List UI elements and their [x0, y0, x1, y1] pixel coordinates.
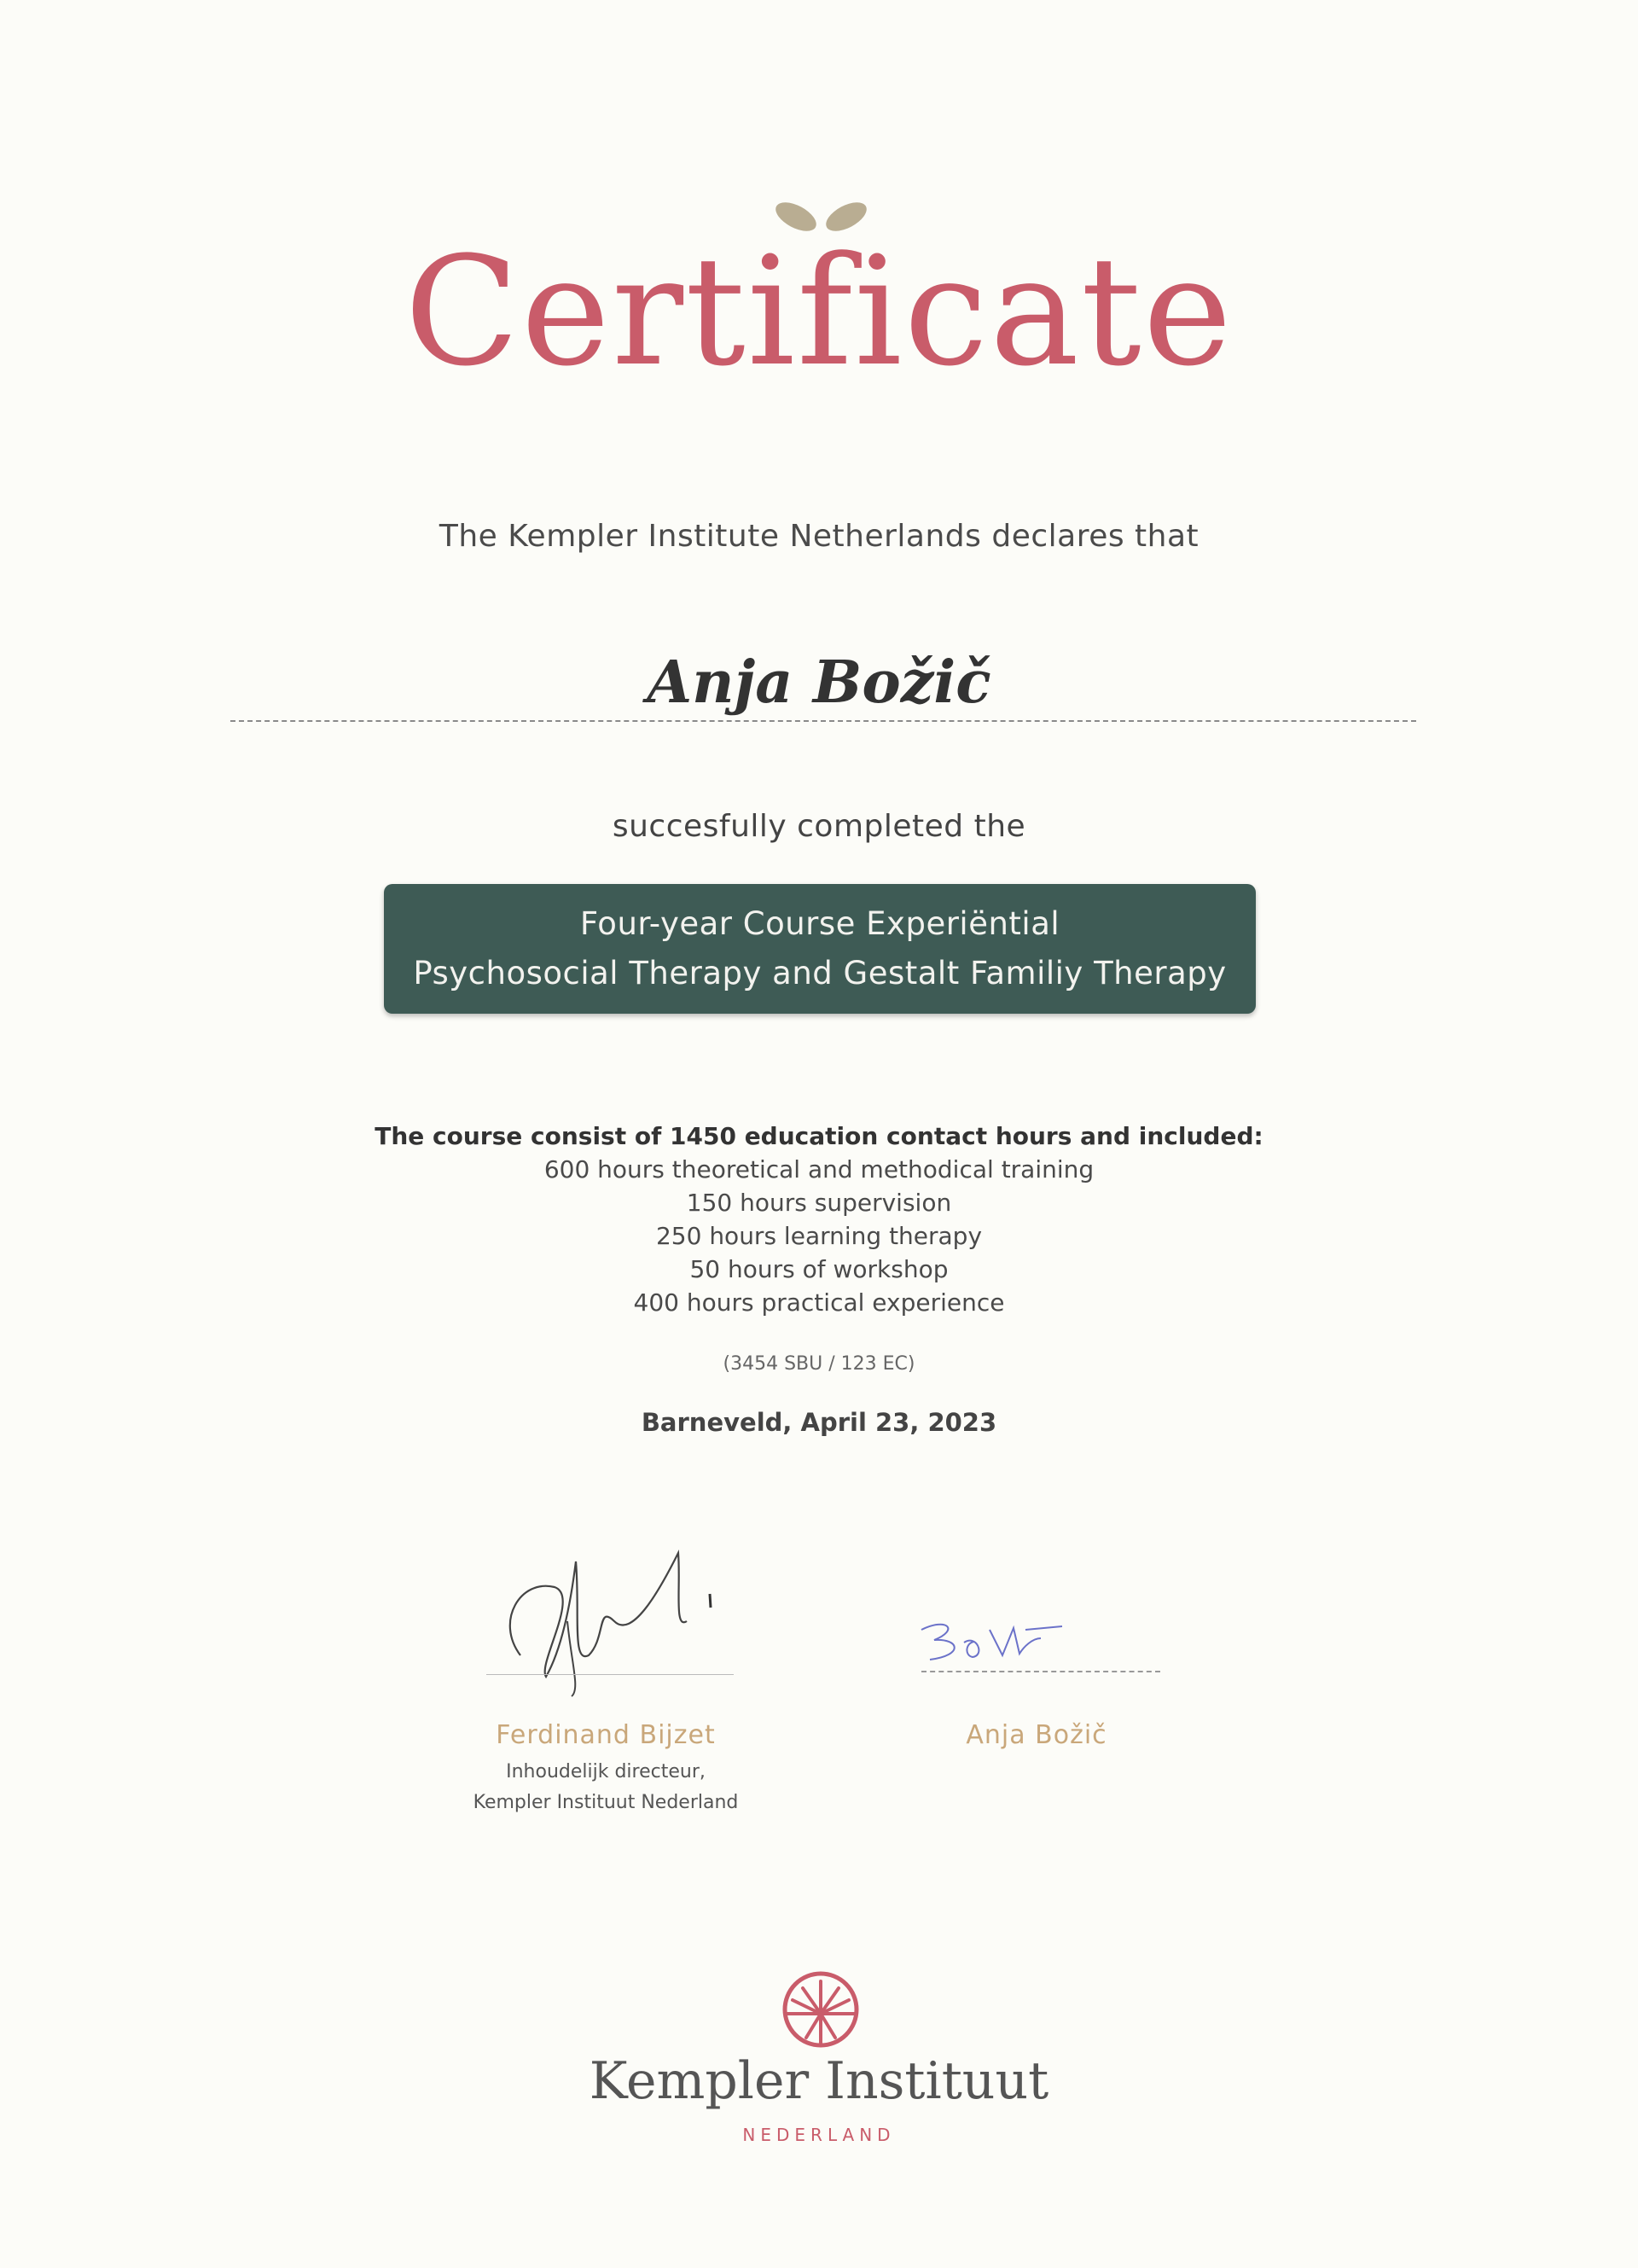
director-org: Kempler Instituut Nederland: [473, 1792, 739, 1813]
hours-item: 400 hours practical experience: [633, 1288, 1005, 1317]
course-title-line-2: Psychosocial Therapy and Gestalt Familiy Therapy: [413, 955, 1227, 992]
kempler-logo-icon: [781, 1969, 861, 2050]
hours-item: 150 hours supervision: [686, 1189, 952, 1217]
recipient-signature-line: [921, 1671, 1160, 1672]
director-block: [452, 1720, 759, 1818]
course-title-line-1: Four-year Course Experiëntial: [579, 905, 1060, 942]
hours-item: 250 hours learning therapy: [655, 1222, 983, 1250]
course-title-box: [384, 884, 1256, 1014]
recipient-signer-name: Anja Božič: [966, 1720, 1107, 1750]
director-signature: [486, 1493, 742, 1698]
completed-text: succesfully completed the: [612, 809, 1026, 844]
hours-heading: The course consist of 1450 education contact hours and included:: [375, 1122, 1263, 1150]
certificate-title: Certificate: [404, 224, 1234, 399]
credits-text: (3454 SBU / 123 EC): [723, 1353, 915, 1375]
place-date: Barneveld, April 23, 2023: [641, 1408, 997, 1437]
director-role: Inhoudelijk directeur,: [506, 1761, 706, 1782]
declaration-text: The Kempler Institute Netherlands declares that: [439, 519, 1199, 554]
recipient-name: Anja Božič: [647, 648, 991, 717]
hours-item: 600 hours theoretical and methodical training: [543, 1155, 1095, 1183]
director-name: Ferdinand Bijzet: [496, 1720, 716, 1750]
logo-subtitle: NEDERLAND: [742, 2125, 896, 2145]
hours-item: 50 hours of workshop: [689, 1255, 949, 1283]
director-signature-line: [486, 1674, 734, 1675]
logo-wordmark: Kempler Instituut: [589, 2051, 1049, 2111]
recipient-signature: [913, 1604, 1083, 1672]
hours-summary: [0, 1119, 1638, 1319]
name-underline: [230, 720, 1416, 722]
